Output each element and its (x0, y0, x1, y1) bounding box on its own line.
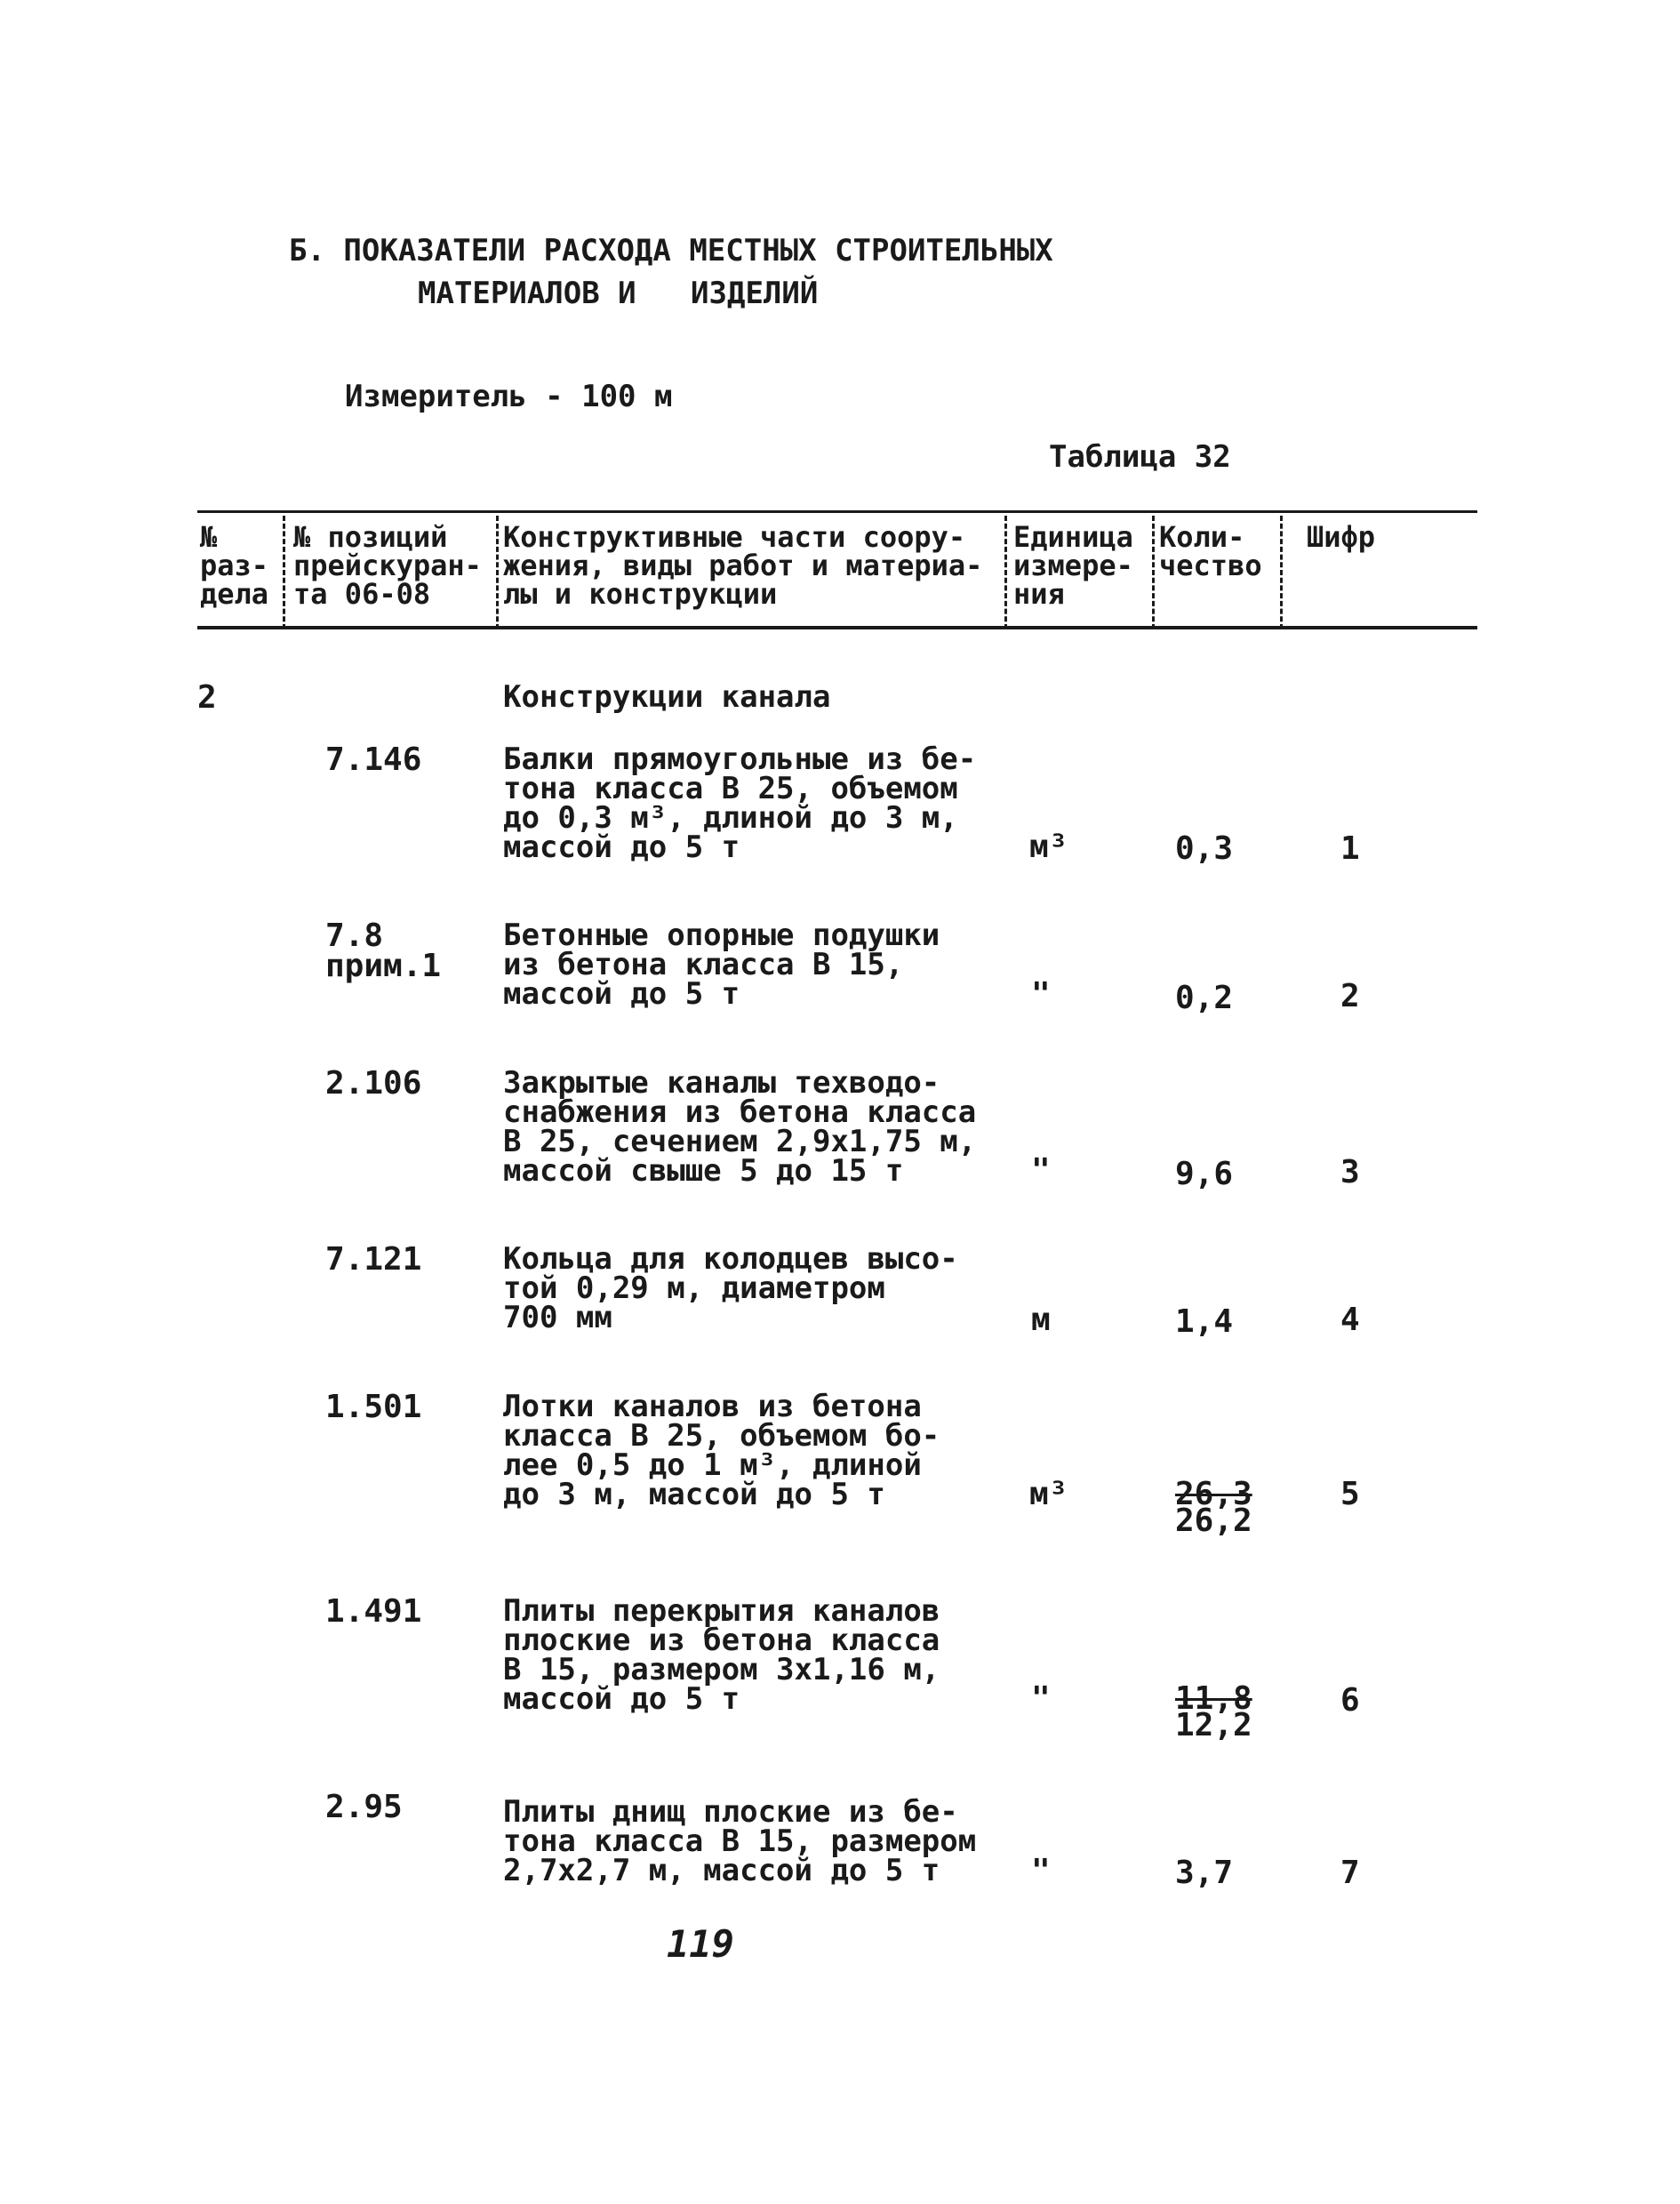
header-code: Шифр (1307, 520, 1376, 554)
row-code: 1 (1340, 830, 1360, 867)
section-heading (289, 229, 1053, 315)
row-unit: " (1031, 1853, 1051, 1889)
section-number: 2 (197, 679, 217, 716)
row-description: Балки прямоугольные из бе- тона класса В 25, объемом до 0,3 м³, длиной до 3 м, массой до 5 т (503, 741, 977, 865)
row-unit: м³ (1029, 1476, 1068, 1512)
column-separator (1004, 516, 1007, 629)
header-section-no: № раз- дела (200, 520, 269, 611)
row-quantity: 26,3 26,2 (1175, 1476, 1252, 1539)
table-label: Таблица 32 (1049, 439, 1231, 475)
header-quantity: Коли- чество (1159, 520, 1262, 582)
row-quantity: 3,7 (1175, 1855, 1234, 1891)
row-code: 3 (1340, 1154, 1360, 1190)
section-title: Конструкции канала (503, 679, 831, 715)
heading-line-1: Б. ПОКАЗАТЕЛИ РАСХОДА МЕСТНЫХ СТРОИТЕЛЬНЫХ (289, 233, 1053, 268)
row-position: 7.146 (325, 741, 422, 778)
row-description: Плиты перекрытия каналов плоские из бетона класса В 15, размером 3х1,16 м, массой до 5 т (503, 1593, 940, 1717)
row-unit: м³ (1029, 829, 1068, 865)
row-code: 5 (1340, 1476, 1360, 1512)
measurer-label: Измеритель - 100 м (345, 379, 673, 414)
row-description: Плиты днищ плоские из бе- тона класса В 15, размером 2,7х2,7 м, массой до 5 т (503, 1794, 977, 1888)
row-unit: " (1031, 976, 1051, 1013)
row-quantity: 11,8 12,2 (1175, 1680, 1252, 1743)
row-quantity: 1,4 (1175, 1303, 1234, 1340)
row-code: 2 (1340, 978, 1360, 1014)
row-unit: " (1031, 1152, 1051, 1189)
row-position: 2.95 (325, 1789, 403, 1825)
row-quantity: 0,3 (1175, 830, 1234, 867)
row-description: Бетонные опорные подушки из бетона класса В 15, массой до 5 т (503, 918, 940, 1012)
heading-line-2: МАТЕРИАЛОВ И ИЗДЕЛИЙ (418, 276, 819, 311)
row-position: 1.491 (325, 1593, 422, 1630)
row-position: 7.8 прим.1 (325, 918, 442, 984)
row-position: 7.121 (325, 1241, 422, 1278)
row-description: Лотки каналов из бетона класса В 25, объемом бо- лее 0,5 до 1 м³, длиной до 3 м, массой до 5 т (503, 1389, 940, 1512)
column-separator (1280, 516, 1283, 629)
table-header-bottom-rule (197, 626, 1477, 629)
row-code: 7 (1340, 1855, 1360, 1891)
header-unit: Единица измере- ния (1013, 520, 1133, 611)
row-unit: " (1031, 1680, 1051, 1717)
table-top-rule (197, 510, 1477, 513)
column-separator (496, 516, 499, 629)
row-code: 6 (1340, 1682, 1360, 1719)
page-number: 119 (667, 1922, 734, 1966)
row-quantity: 0,2 (1175, 980, 1234, 1016)
header-position-no: № позиций прейскуран- та 06-08 (293, 520, 482, 611)
header-description: Конструктивные части соору- жения, виды работ и материа- лы и конструкции (503, 520, 983, 611)
column-separator (283, 516, 285, 629)
row-description: Закрытые каналы техводо- снабжения из бетона класса В 25, сечением 2,9х1,75 м, массой свыше 5 до 15 т (503, 1065, 977, 1189)
column-separator (1152, 516, 1155, 629)
row-position: 2.106 (325, 1065, 422, 1102)
row-code: 4 (1340, 1302, 1360, 1338)
row-quantity: 9,6 (1175, 1156, 1234, 1192)
row-description: Кольца для колодцев высо- той 0,29 м, диаметром 700 мм (503, 1241, 958, 1335)
row-unit: м (1031, 1302, 1051, 1338)
row-position: 1.501 (325, 1389, 422, 1425)
